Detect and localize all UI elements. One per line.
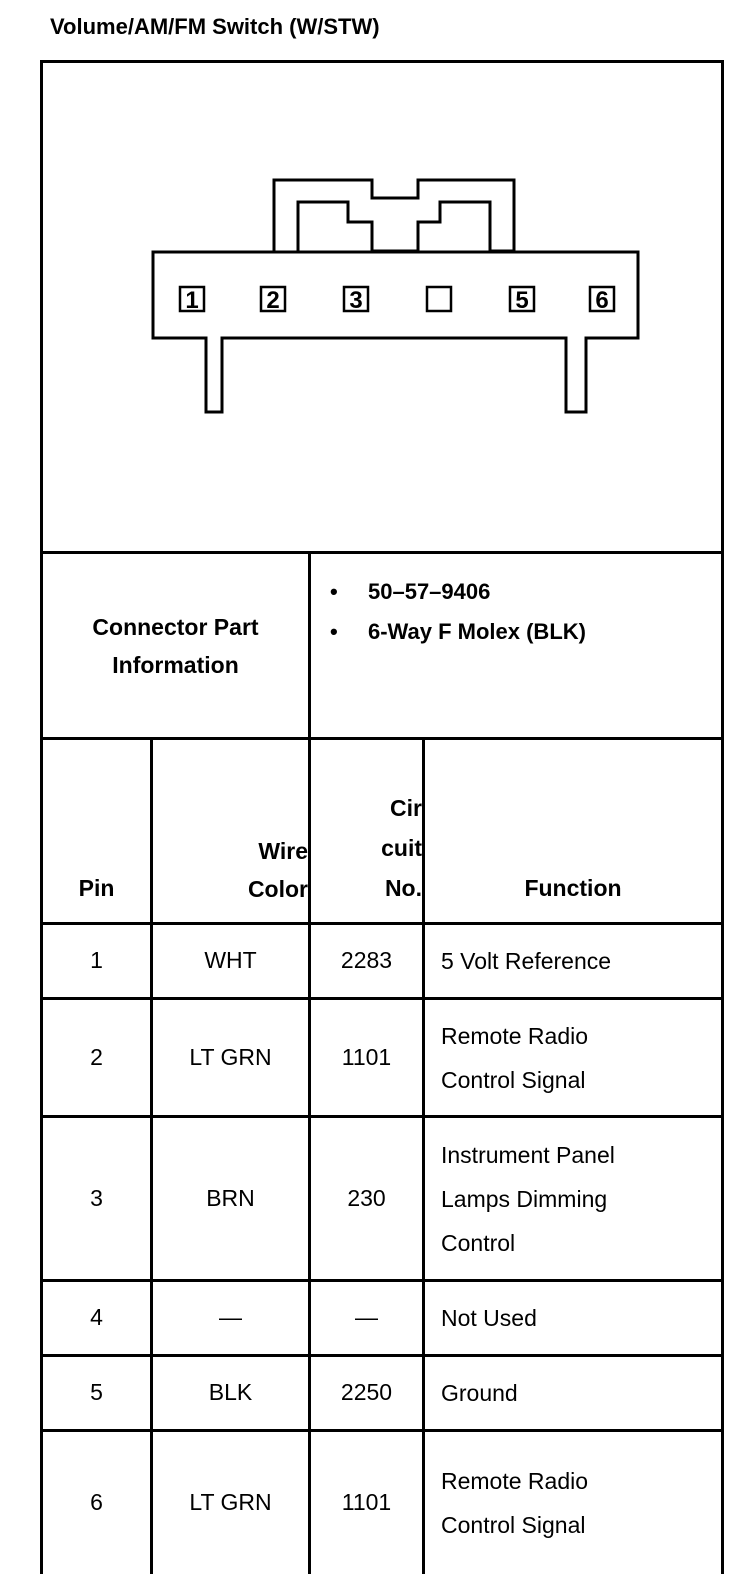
cell-wire: — [219,1304,242,1331]
cell-circuit: 1101 [341,1489,392,1516]
page-title: Volume/AM/FM Switch (W/STW) [50,14,380,39]
cell-circuit: — [355,1304,378,1331]
function-line: Remote Radio [441,1022,589,1049]
connector-pin-label: 5 [515,287,529,314]
part-info-item: • 6-Way F Molex (BLK) [330,619,586,644]
header-circuit-no: Cir cuit No. [381,795,422,901]
function-line: Not Used [441,1305,537,1331]
connector-pin-label: 3 [349,287,363,314]
connector-pin-label: 2 [266,287,280,314]
cell-circuit: 2250 [340,1379,393,1406]
cell-pin: 2 [90,1043,103,1070]
function-line: Lamps Dimming [441,1185,608,1212]
cell-pin: 5 [90,1379,103,1406]
cell-pin: 4 [90,1304,103,1331]
cell-pin: 3 [90,1184,103,1211]
cell-function [425,1282,721,1354]
cell-function [425,1357,721,1429]
header-pin: Pin [78,874,115,901]
cell-circuit: 2283 [340,947,393,974]
cell-wire: LT GRN [189,1489,272,1516]
connector-pin-label: 6 [595,287,609,314]
connector-pin-label: 1 [185,287,199,314]
function-line: Ground [441,1380,518,1406]
header-wire-color: Wire Color [247,838,308,902]
cell-wire: BRN [206,1184,255,1211]
header-function: Function [524,874,622,901]
cell-circuit: 230 [347,1184,386,1211]
connector-pin-box [427,287,451,311]
connector-latch [274,180,514,251]
connector-body [153,252,638,412]
function-line: Control [441,1229,516,1256]
cell-wire: WHT [204,947,257,974]
function-line: Control Signal [441,1066,586,1093]
cell-pin: 1 [90,947,103,974]
function-line: 5 Volt Reference [441,948,612,974]
function-line: Remote Radio [441,1468,589,1494]
part-info-label: Connector Part Information [92,613,259,678]
cell-wire: LT GRN [189,1043,272,1070]
cell-function [425,1432,721,1574]
function-line: Instrument Panel [441,1141,615,1168]
cell-circuit: 1101 [341,1043,392,1070]
cell-function [425,1118,721,1279]
cell-function [425,1000,721,1115]
cell-pin: 6 [90,1489,103,1516]
part-info-item: • 50–57–9406 [330,579,491,604]
cell-wire: BLK [208,1379,253,1406]
function-line: Control Signal [441,1512,586,1538]
part-info-list [330,572,586,652]
cell-function [425,925,721,997]
connector-diagram [150,176,650,416]
